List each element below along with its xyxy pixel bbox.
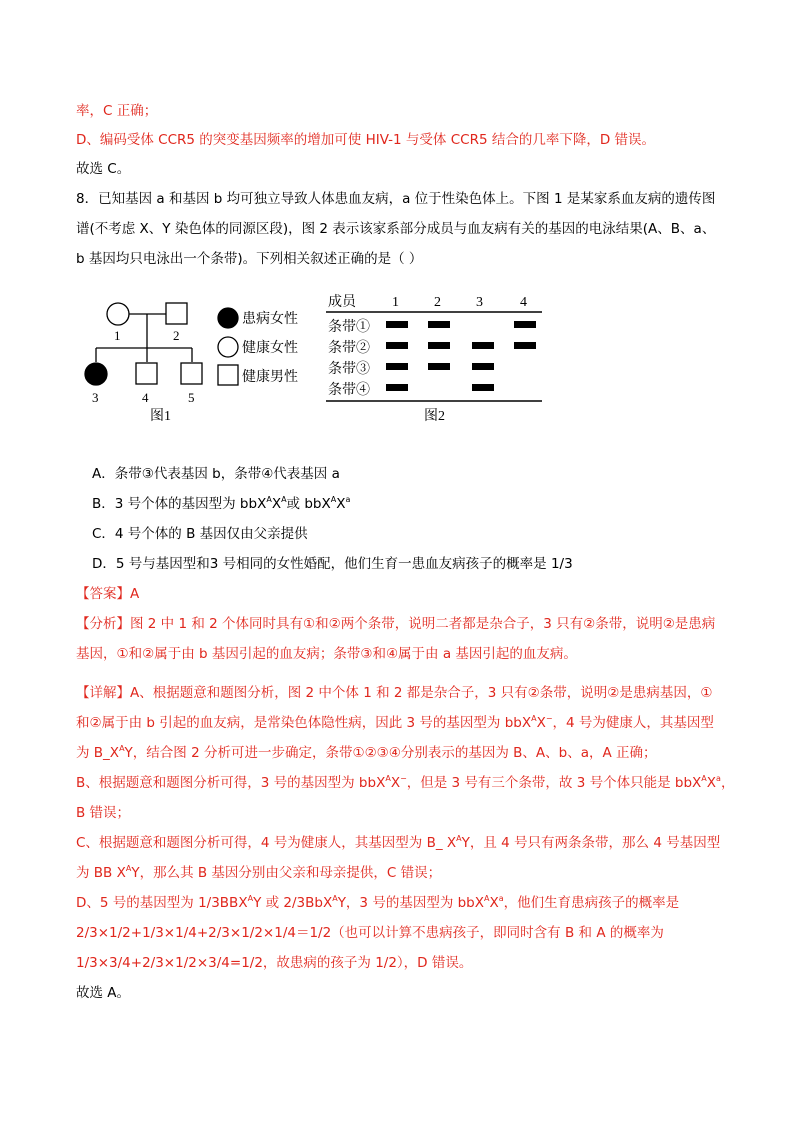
member-2-healthy-male-symbol bbox=[166, 303, 187, 324]
header-col-3: 3 bbox=[476, 295, 483, 310]
band-row3-member1 bbox=[386, 363, 408, 370]
member-3-affected-female-symbol bbox=[85, 363, 107, 385]
legend-label-affected-female: 患病女性 bbox=[242, 312, 298, 327]
legend-healthy-male-symbol bbox=[218, 365, 238, 385]
prev-text-line-2: D、编码受体 CCR5 的突变基因频率的增加可使 HIV-1 与受体 CCR5 结合的几率下降，D 错误。 bbox=[76, 132, 656, 148]
header-col-1: 1 bbox=[392, 295, 399, 310]
legend-healthy-female-symbol bbox=[218, 337, 238, 357]
band-row1-member1 bbox=[386, 321, 408, 328]
legend-label-healthy-male: 健康男性 bbox=[242, 370, 298, 385]
analysis-line-2: 基因，①和②属于由 b 基因引起的血友病；条带③和④属于由 a 基因引起的血友病。 bbox=[76, 646, 577, 662]
band-row-label-3: 条带③ bbox=[328, 362, 370, 377]
detail-line-3: 为 $B\_X^AY$，结合图 2 分析可进一步确定，条带①②③④分别表示的基因为 B、A、b、a，A 正确； bbox=[76, 744, 657, 761]
option-b: B．3 号个体的基因型为 $bbX^AX^A$或 $bbX^AX^a$ bbox=[92, 495, 351, 512]
band-row2-member2 bbox=[428, 342, 450, 349]
figure1-caption: 图1 bbox=[150, 409, 171, 424]
detail-line-4: B、根据题意和题图分析可得，3 号的基因型为 bbX$^A$X−，但是 3 号有三个条带，故 3 号个体只能是 $bbX^AX^a$， bbox=[76, 774, 735, 791]
detail-line-9: 2/3×1/2+1/3×1/4+2/3×1/2×1/4＝1/2（也可以计算不患病孩子，即同时含有 B 和 A 的概率为 bbox=[76, 925, 664, 941]
header-member: 成员 bbox=[328, 295, 356, 310]
member-label-5: 5 bbox=[188, 390, 195, 405]
question-stem-line-2: 谱(不考虑 X、Y 染色体的同源区段)，图 2 表示该家系部分成员与血友病有关的基因的电泳结果(A、B、a、 bbox=[76, 221, 716, 237]
detail-line-2: 和②属于由 b 引起的血友病，是常染色体隐性病，因此 3 号的基因型为 bbX$^A$X−，4 号为健康人，其基因型 bbox=[76, 714, 714, 731]
detail-line-7: 为 BB $X^AY$，那么其 B 基因分别由父亲和母亲提供，C 错误； bbox=[76, 864, 442, 881]
band-row2-member4 bbox=[514, 342, 536, 349]
member-label-3: 3 bbox=[92, 390, 99, 405]
option-d: D．5 号与基因型和3 号相同的女性婚配，他们生育一患血友病孩子的概率是 1/3 bbox=[92, 556, 573, 572]
detail-line-1: 【详解】A、根据题意和题图分析，图 2 中个体 1 和 2 都是杂合子，3 只有②条带，说明②是患病基因，① bbox=[76, 685, 713, 701]
question-stem-line-1: 8．已知基因 a 和基因 b 均可独立导致人体患血友病，a 位于性染色体上。下图 1 是某家系血友病的遗传图 bbox=[76, 191, 716, 207]
band-row2-member3 bbox=[472, 342, 494, 349]
band-row-label-1: 条带① bbox=[328, 320, 370, 335]
option-a: A．条带③代表基因 b，条带④代表基因 a bbox=[92, 466, 340, 482]
band-row1-member4 bbox=[514, 321, 536, 328]
legend-label-healthy-female: 健康女性 bbox=[242, 341, 298, 356]
member-1-healthy-female-symbol bbox=[107, 303, 129, 325]
member-label-1: 1 bbox=[114, 328, 121, 343]
prev-conclusion: 故选 C。 bbox=[76, 161, 131, 177]
band-row4-member3 bbox=[472, 384, 494, 391]
pedigree-figure bbox=[92, 296, 298, 436]
band-row4-member1 bbox=[386, 384, 408, 391]
member-4-healthy-male-symbol bbox=[136, 363, 157, 384]
band-row2-member1 bbox=[386, 342, 408, 349]
electrophoresis-figure bbox=[326, 290, 546, 430]
legend-affected-female-symbol bbox=[218, 308, 238, 328]
header-col-4: 4 bbox=[520, 295, 527, 310]
detail-line-10: 1/3×3/4+2/3×1/2×3/4=1/2，故患病的孩子为 1/2），D 错误。 bbox=[76, 955, 473, 971]
band-row3-member2 bbox=[428, 363, 450, 370]
band-row1-member2 bbox=[428, 321, 450, 328]
option-c: C．4 号个体的 B 基因仅由父亲提供 bbox=[92, 526, 308, 542]
analysis-line-1: 【分析】图 2 中 1 和 2 个体同时具有①和②两个条带，说明二者都是杂合子，3 只有②条带，说明②是患病 bbox=[76, 616, 716, 632]
header-col-2: 2 bbox=[434, 295, 441, 310]
prev-text-line-1: 率，C 正确； bbox=[76, 103, 158, 119]
member-label-2: 2 bbox=[173, 328, 180, 343]
detail-line-8: D、5 号的基因型为 $1/3BBX^AY$ 或 2/3BbX$^A$Y，3 号的基因型为 $bbX^AX^a$，他们生育患病孩子的概率是 bbox=[76, 894, 680, 911]
member-5-healthy-male-symbol bbox=[181, 363, 202, 384]
band-row-label-2: 条带② bbox=[328, 341, 370, 356]
question-stem-line-3: b 基因均只电泳出一个条带)。下列相关叙述正确的是（ ） bbox=[76, 251, 423, 267]
band-row-label-4: 条带④ bbox=[328, 383, 370, 398]
band-row3-member3 bbox=[472, 363, 494, 370]
figure2-caption: 图2 bbox=[424, 409, 445, 424]
answer-line: 【答案】A bbox=[76, 586, 140, 602]
member-label-4: 4 bbox=[142, 390, 149, 405]
detail-line-6: C、根据题意和题图分析可得，4 号为健康人，其基因型为 B_ $X^AY$，且 4 号只有两条条带，那么 4 号基因型 bbox=[76, 834, 721, 851]
detail-line-5: B 错误； bbox=[76, 805, 131, 821]
final-conclusion: 故选 A。 bbox=[76, 985, 131, 1001]
